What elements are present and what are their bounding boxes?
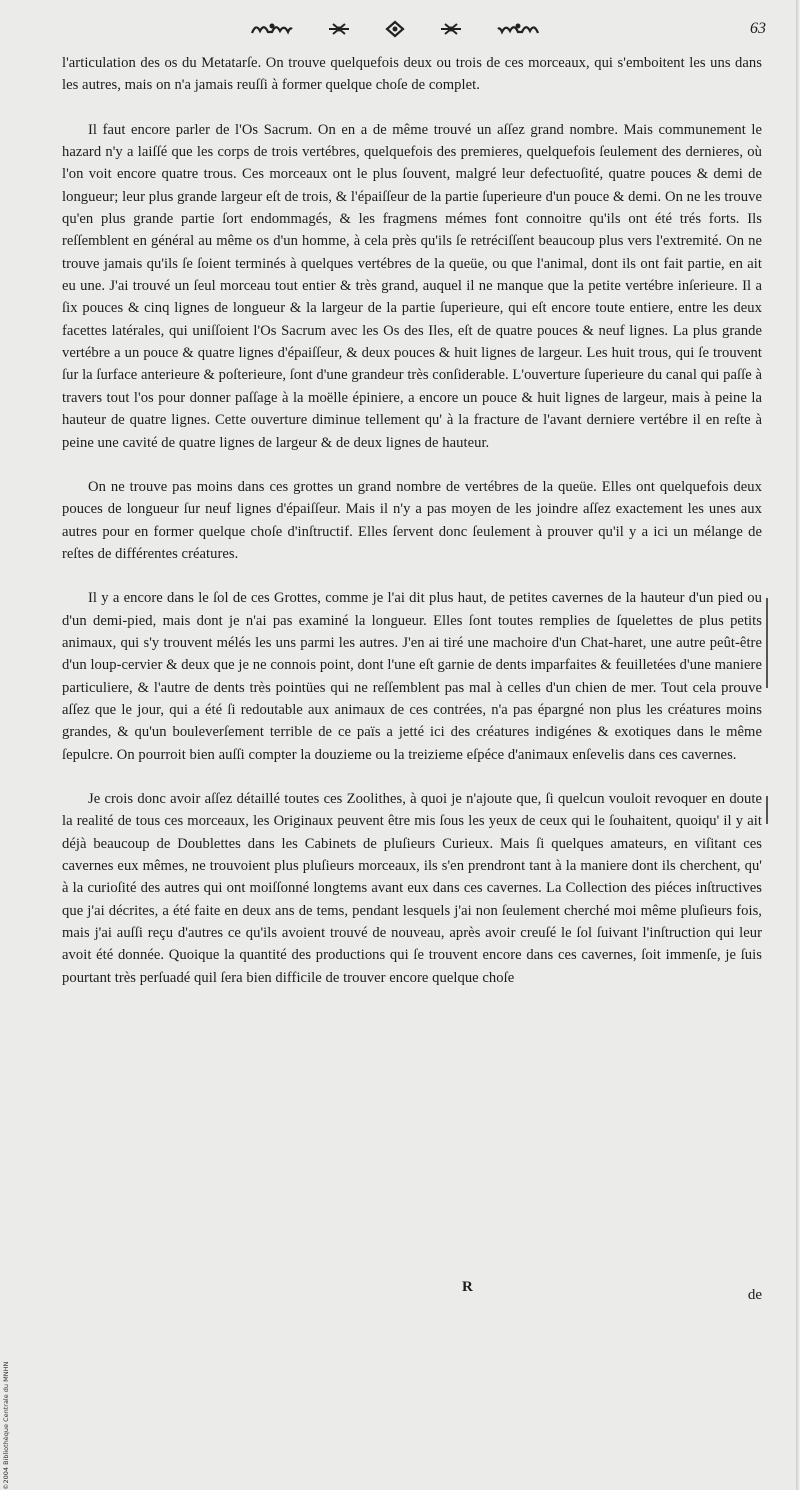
page-number: 63: [750, 20, 766, 37]
margin-bracket: [766, 598, 768, 688]
page-edge: [796, 0, 800, 1490]
library-watermark: ©2004 Bibliothèque Centrale du MNHN: [2, 1361, 10, 1490]
fleuron-star-icon: [325, 21, 353, 37]
fleuron-right-icon: [496, 21, 540, 37]
margin-bracket: [766, 796, 768, 824]
paragraph-vertebres-queue: On ne trouve pas moins dans ces grottes un grand nombre de vertébres de la queüe. Elles ont quelquefois deux pouces de longueur ſur neuf lignes d'épaiſſeur. Mais il n'y a pas moyen de les joindre aſſez exactement les unes aux autres pour en former quelque choſe d'inſtructif. Elles ſervent donc ſeulement à prouver qu'il y a ici un mélange de reſtes de différentes créatures.: [62, 478, 762, 562]
body-text: [62, 52, 762, 989]
header-ornament: [250, 20, 540, 38]
fleuron-left-icon: [250, 21, 294, 37]
catchword: de: [747, 1287, 762, 1303]
paragraph-conclusion: Je crois donc avoir aſſez détaillé toutes ces Zoolithes, à quoi je n'ajoute que, ſi quelcun vouloit revoquer en doute la realité de tous ces morceaux, les Originaux peuvent être mis ſous les yeux de ceux qui le ſouhaitent, quoiqu' il y ait déjà beaucoup de Doublettes dans les Cabinets de pluſieurs Curieux. Mais ſi quelques amateurs, en viſitant ces cavernes eux mêmes, ne trouvoient plus pluſieurs morceaux, ils s'en prendront tant à la maniere dont ils cherchent, qu' à la curioſité des autres qui ont moiſſonné longtems avant eux dans ces cavernes. La Collection des piéces inſtructives que j'ai décrites, a été faite en deux ans de tems, pendant lesquels j'ai non ſeulement cherché moi même pluſieurs fois, mais j'ai auſſi reçu d'autres ce qu'ils avoient trouvé de nouveau, après avoir creuſé le ſol ſuivant l'inſtruction qui leur avoit été donnée. Quoique la quantité des productions qui ſe trouvent encore dans ces cavernes, ſoit immenſe, je ſuis pourtant très perſuadé quil ſera bien difficile de trouver encore quelque choſe: [62, 790, 762, 986]
fleuron-center-icon: [384, 20, 406, 38]
paragraph-continuation: l'articulation des os du Metatarſe. On trouve quelquefois deux ou trois de ces morceaux, qui s'emboitent les uns dans les autres, mais on n'a jamais reuſſi à former quelque choſe de complet.: [62, 55, 762, 94]
fleuron-star-icon: [437, 21, 465, 37]
running-header: [0, 18, 800, 44]
paragraph-os-sacrum: Il faut encore parler de l'Os Sacrum. On en a de même trouvé un aſſez grand nombre. Mais communement le hazard n'y a laiſſé que les corps de trois vertébres, quelquefois des premieres, quelquefois ſeulement des dernieres, où l'on voit encore quatre trous. Ces morceaux ont le plus ſouvent, malgré leur defectuoſité, quatre pouces & demi de longueur; leur plus grande largeur eſt de trois, & l'épaiſſeur de la partie ſuperieure d'un pouce & demi. On ne les trouve qu'en plus grande partie ſort endommagés, & les fragmens mémes font connoitre qu'ils ont été trés forts. Ils reſſemblent en général au même os d'un homme, à cela près qu'ils ſe retréciſſent beaucoup plus vers l'extremité. On ne trouve jamais qu'ils ſe ſoient terminés à quelques vertébres de la queüe, ou que l'animal, dont ils ont fait partie, en ait eu une. J'ai trouvé un ſeul morceau tout entier & très grand, auquel il ne manque que la petite vertébre inſerieure. Il a ſix pouces & cinq lignes de longueur & la largeur de la partie ſuperieure, qui eſt encore toute entiere, entre les deux facettes latérales, qui uniſſoient l'Os Sacrum avec les Os des Iles, eſt de quatre pouces & neuf lignes. La plus grande vertébre a un pouce & quatre lignes d'épaiſſeur, & deux pouces & huit lignes de largeur. Les huit trous, qui ſe trouvent ſur la ſurface anterieure & poſterieure, ſont d'une grandeur très conſiderable. L'ouverture ſuperieure du canal qui paſſe à travers tout l'os pour donner paſſage à la moëlle épiniere, a encore un pouce & huit lignes de largeur, mais à peine la hauteur de quatre lignes. Cette ouverture diminue tellement qu' à la fracture de l'avant derniere vertébre il en reſte à peine une cavité de quatre lignes de largeur & de deux lignes de hauteur.: [62, 121, 762, 451]
signature-mark: R: [462, 1279, 473, 1295]
paragraph-petites-cavernes: Il y a encore dans le ſol de ces Grottes, comme je l'ai dit plus haut, de petites cavernes de la hauteur d'un pied ou d'un demi-pied, mais dont je n'ai pas examiné la longueur. Elles ſont toutes remplies de ſquelettes de plus petits animaux, qui s'y trouvent mélés les uns parmi les autres. J'en ai tiré une machoire d'un Chat-haret, une autre peût-être d'un loup-cervier & deux que je ne connois point, dont l'une eſt garnie de dents imparfaites & feuilletées d'une maniere particuliere, & l'autre de dents très pointües qui ne reſſemblent pas mal à celles d'un chien de mer. Tout cela prouve aſſez que le jour, qui a été ſi redoutable aux animaux de ces contrées, n'a pas épargné non plus les créatures moins grandes, & qu'un bouleverſement terrible de ce païs a jetté ici des créatures indigénes & exotiques dans le même ſepulcre. On pourroit bien auſſi compter la douzieme ou la treizieme eſpéce d'animaux enſevelis dans ces cavernes.: [62, 590, 762, 763]
